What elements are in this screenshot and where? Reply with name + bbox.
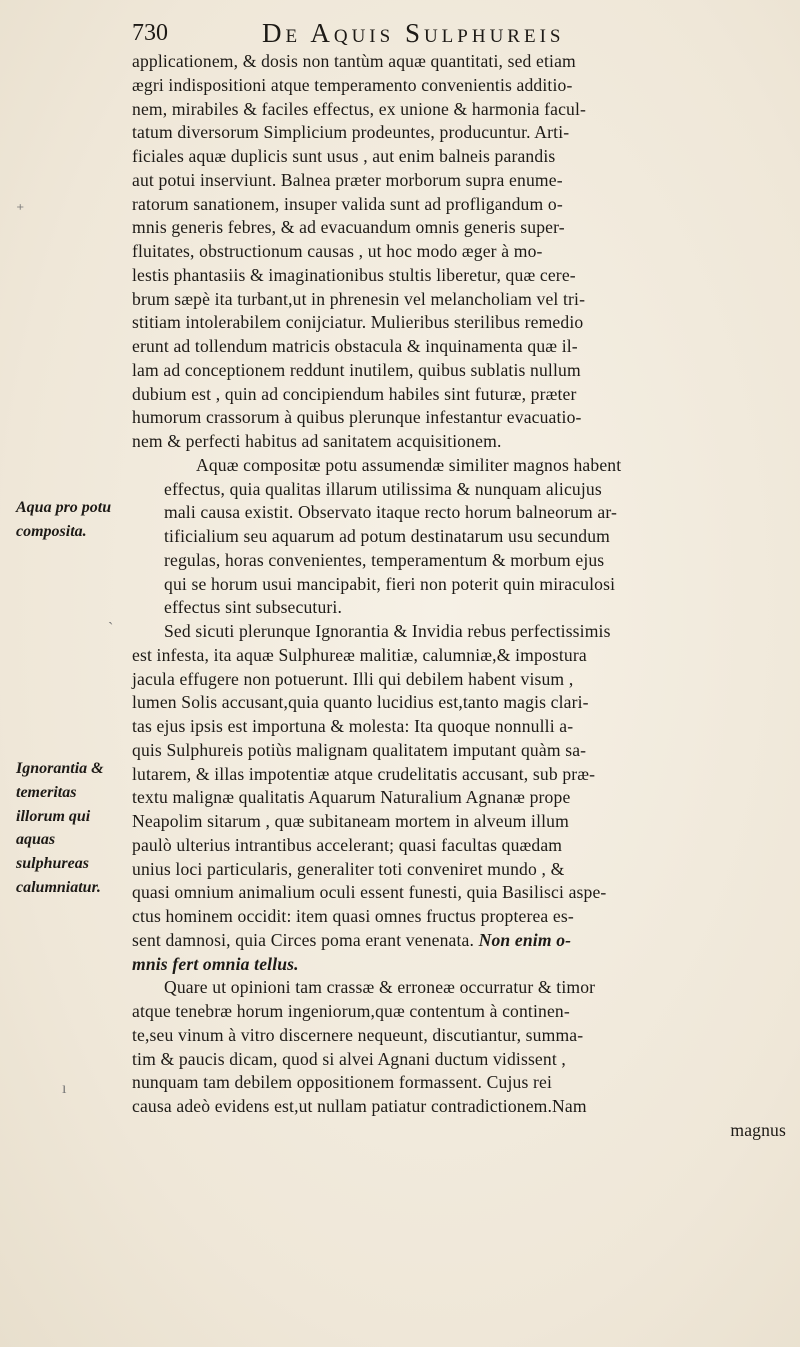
text-line: tim & paucis dicam, quod si alvei Agnani ductum vidissent ,: [132, 1048, 566, 1069]
text-line: erunt ad tollendum matricis obstacula & inquinamenta quæ il-: [132, 336, 578, 356]
text-line: mali causa existit. Observato itaque recto horum balneorum ar-: [164, 502, 618, 523]
text-line: lutarem, & illas impotentiæ atque crudelitatis accusant, sub præ-: [132, 763, 596, 784]
stray-mark: ˋ: [108, 620, 114, 637]
paragraph-4: [132, 976, 792, 1119]
italic-quote: Non enim o-: [478, 929, 572, 950]
stray-mark: ⁺: [16, 202, 25, 219]
margin-note-ignorantia: Ignorantia & temeritas illorum qui aquas sulphureas calumniatur.: [16, 760, 104, 896]
text-line: textu malignæ qualitatis Aquarum Naturalium Agnanæ prope: [132, 787, 571, 808]
text-line: humorum crassorum à quibus plerunque infestantur evacuatio-: [132, 407, 582, 428]
text-line: jacula effugere non potuerunt. Illi qui debilem habent visum ,: [132, 668, 574, 689]
text-line: fluitates, obstructionum causas , ut hoc modo æger à mo-: [132, 241, 543, 261]
text-line: tatum diversorum Simplicium prodeuntes, producuntur. Arti-: [132, 122, 570, 143]
text-line: stitiam intolerabilem conijciatur. Mulieribus sterilibus remedio: [132, 312, 584, 333]
text-line: nem, mirabiles & faciles effectus, ex unione & harmonia facul-: [132, 98, 587, 119]
page-number: 730: [132, 20, 168, 46]
paragraph-1: [132, 50, 792, 454]
text-line: nunquam tam debilem oppositionem formassent. Cujus rei: [132, 1072, 553, 1093]
text-line: effectus, quia qualitas illarum utilissima & nunquam alicujus: [164, 478, 602, 499]
text-line: dubium est , quin ad concipiendum habiles sint futuræ, præter: [132, 383, 577, 404]
stray-mark: ı: [62, 1080, 67, 1097]
text-line: atque tenebræ horum ingeniorum,quæ contentum à continen-: [132, 1001, 570, 1021]
text-line: qui se horum usui mancipabit, fieri non poterit quin miraculosi: [164, 573, 616, 594]
text-line: tas ejus ipsis est importuna & molesta: Ita quoque nonnulli a-: [132, 716, 574, 736]
text-line: Aquæ compositæ potu assumendæ similiter magnos habent: [196, 454, 622, 475]
text-line: lumen Solis accusant,quia quanto lucidius est,tanto magis clari-: [132, 692, 589, 713]
italic-quote-continued: mnis fert omnia tellus.: [132, 953, 299, 974]
text-line: unius loci particularis, generaliter toti conveniret mundo , &: [132, 858, 565, 879]
text-line: brum sæpè ita turbant,ut in phrenesin vel melancholiam vel tri-: [132, 288, 586, 309]
text-line: ficiales aquæ duplicis sunt usus , aut enim balneis parandis: [132, 146, 556, 166]
text-line: regulas, horas convenientes, temperamentum & morbum ejus: [164, 549, 605, 570]
text-line: lestis phantasiis & imaginationibus stultis liberetur, quæ cere-: [132, 264, 576, 285]
text-line: effectus sint subsecuturi.: [164, 597, 343, 618]
text-line: applicationem, & dosis non tantùm aquæ quantitati, sed etiam: [132, 51, 576, 71]
catchword: magnus: [730, 1119, 786, 1140]
text-line: lam ad conceptionem reddunt inutilem, quibus sublatis nullum: [132, 359, 581, 380]
text-line: te,seu vinum à vitro discernere nequeunt, discutiantur, summa-: [132, 1024, 584, 1045]
text-line: ægri indispositioni atque temperamento convenientis additio-: [132, 74, 573, 95]
text-segment: sent damnosi, quia Circes poma erant venenata.: [132, 929, 479, 950]
text-line: paulò ulterius intrantibus accelerant; quasi facultas quædam: [132, 834, 563, 855]
text-line: quis Sulphureis potiùs malignam qualitatem imputant quàm sa-: [132, 739, 587, 760]
text-line: mnis generis febres, & ad evacuandum omnis generis super-: [132, 217, 565, 238]
paragraph-2: [132, 454, 792, 620]
text-line: [132, 929, 792, 953]
text-line: quasi omnium animalium oculi essent funesti, quia Basilisci aspe-: [132, 882, 607, 903]
margin-note-aqua-pro-potu: Aqua pro potu composita.: [16, 499, 112, 540]
paragraph-3: [132, 620, 792, 976]
running-title: De Aquis Sulphureis: [262, 18, 565, 48]
text-line: nem & perfecti habitus ad sanitatem acquisitionem.: [132, 431, 502, 451]
text-line: Sed sicuti plerunque Ignorantia & Invidia rebus perfectissimis: [164, 621, 611, 641]
text-line: tificialium seu aquarum ad potum destinatarum usu secundum: [164, 526, 611, 546]
text-line: ctus hominem occidit: item quasi omnes fructus propterea es-: [132, 906, 574, 926]
text-line: ratorum sanationem, insuper valida sunt ad profligandum o-: [132, 193, 563, 214]
text-line: causa adeò evidens est,ut nullam patiatur contradictionem.Nam: [132, 1096, 587, 1116]
text-line: Quare ut opinioni tam crassæ & erroneæ occurratur & timor: [164, 977, 596, 998]
text-line: aut potui inserviunt. Balnea præter morborum supra enume-: [132, 169, 563, 190]
text-line: est infesta, ita aquæ Sulphureæ malitiæ, calumniæ,& impostura: [132, 644, 587, 665]
body-text: [132, 50, 792, 1143]
text-line: Neapolim sitarum , quæ subitaneam mortem in alveum illum: [132, 811, 569, 831]
